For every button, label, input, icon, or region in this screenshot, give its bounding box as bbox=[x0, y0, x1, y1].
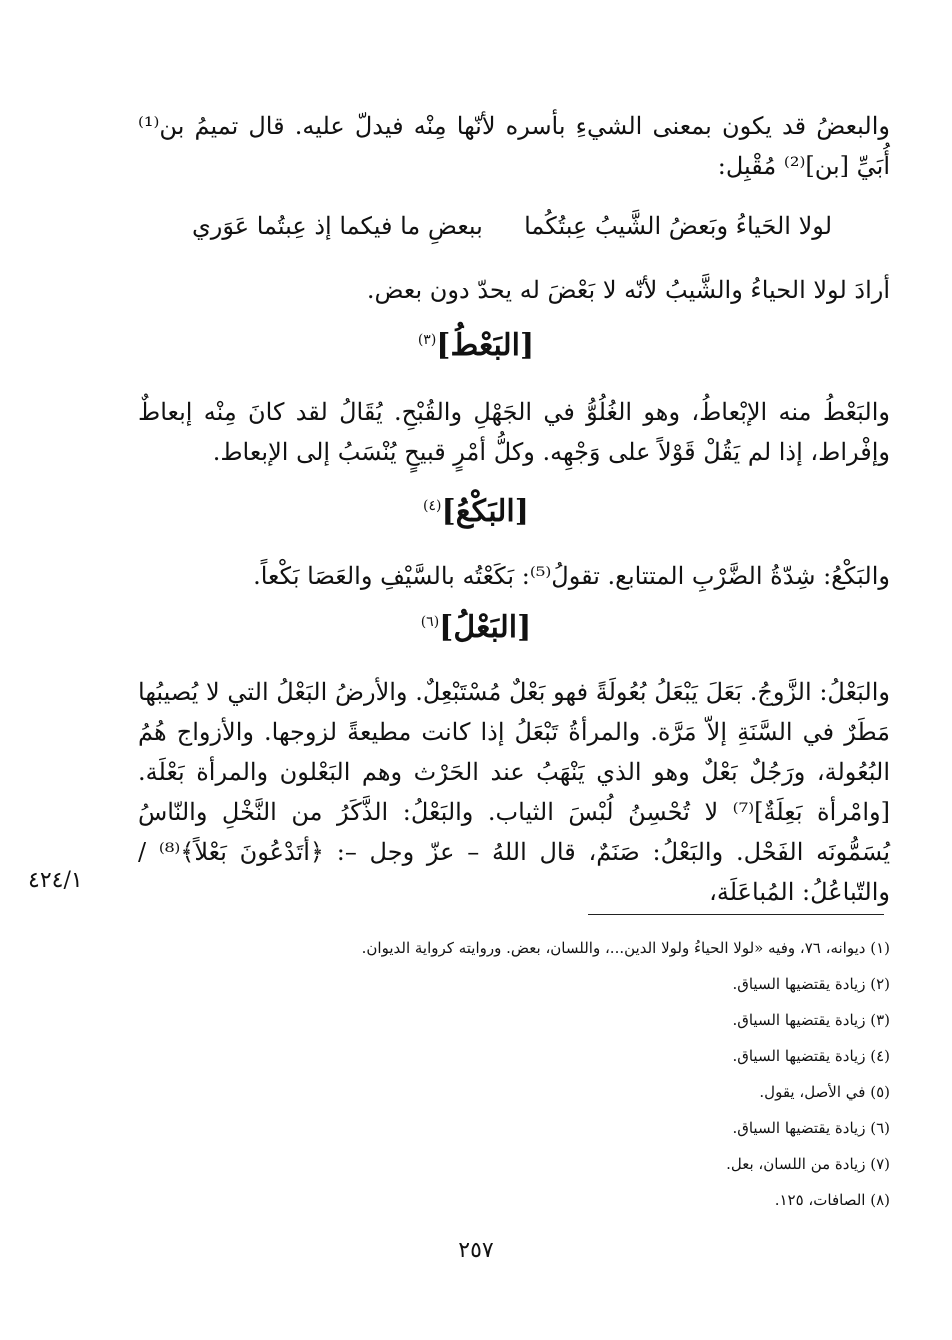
poem-hemistich-left: ببعضِ ما فيكما إذ عِبتُما عَوَري bbox=[192, 212, 483, 240]
footnote-divider bbox=[588, 914, 884, 915]
footnote: (٢) زيادة يقتضيها السياق. bbox=[732, 975, 890, 993]
heading-footnote-ref: (٦) bbox=[420, 614, 440, 630]
footnote: (٨) الصافات، ١٢٥. bbox=[774, 1191, 890, 1209]
section-heading-bak bbox=[0, 494, 952, 529]
heading-footnote-ref: (٣) bbox=[417, 332, 437, 348]
heading-text: [البَكْعُ] bbox=[441, 494, 529, 529]
poem-hemistich-right: لولا الحَياءُ وبَعضُ الشَّيبُ عِبتُكُما bbox=[524, 212, 832, 240]
footnote: (٥) في الأصل، يقول. bbox=[759, 1083, 890, 1101]
section-heading-baal bbox=[0, 610, 952, 645]
footnote: (٤) زيادة يقتضيها السياق. bbox=[732, 1047, 890, 1065]
footnote: (٣) زيادة يقتضيها السياق. bbox=[732, 1011, 890, 1029]
margin-reference: ٤٢٤/١ bbox=[28, 868, 83, 893]
footnote: (٧) زيادة من اللسان، بعل. bbox=[726, 1155, 890, 1173]
section-heading-baat bbox=[0, 328, 952, 363]
paragraph-intro: والبعضُ قد يكون بمعنى الشيءِ بأسره لأنّها مِنْه فيدلّ عليه. قال تميمُ بن⁽¹⁾ أُبَيِّ [بن]⁽²⁾ مُقْبِل: bbox=[138, 112, 890, 180]
paragraph-baal: والبَعْلُ: الزَّوجُ. بَعَلَ يَبْعَلُ بُعُولَةً فهو بَعْلٌ مُسْتَبْعِلٌ. والأرضُ البَعْلُ التي لا يُصيبُها مَطَرٌ في السَّنَةِ إلاّ مَرَّة. والمرأةُ تَبْعَلُ إذا كانت مطيعةً لزوجها. والأزواج هُمُ البُعُولة، ورَجُلٌ بَعْلٌ وهو الذي يَنْهَبُ عند الحَرْث وهم البَعْلون والمرأة بَعْلَة. [وامْرأة بَعِلَةٌ]⁽⁷⁾ لا تُحْسِنُ لُبْسَ الثياب. والبَعْلُ: الذَّكَرُ من النَّخْلِ والنّاسُ يُسَمُّونَه الفَحْل. والبَعْلُ: صَنَمٌ، قال اللهُ – عزّ وجل –: ﴿أتَدْعُونَ بَعْلاً﴾⁽⁸⁾ / والتّباعُلُ: المُباعَلَة، bbox=[138, 678, 891, 906]
paragraph-bak: والبَكْعُ: شِدّةُ الضَّرْبِ المتتابع. تقولُ⁽⁵⁾: بَكَعْتُه بالسَّيْفِ والعَصَا بَكْعاً. bbox=[253, 562, 890, 590]
paragraph-explanation: أرادَ لولا الحياءُ والشَّيبُ لأنّه لا بَعْضَ له يحدّ دون بعض. bbox=[366, 276, 890, 304]
heading-text: [البَعْطُ] bbox=[436, 328, 535, 363]
footnotes-list bbox=[240, 930, 890, 1218]
heading-text: [البَعْلُ] bbox=[439, 610, 532, 645]
page-number: ٢٥٧ bbox=[458, 1238, 494, 1263]
footnote: (١) ديوانه، ٧٦، وفيه «لولا الحياءُ ولولا الدين...، واللسان، بعض. وروايته كرواية الديوان. bbox=[361, 939, 890, 957]
heading-footnote-ref: (٤) bbox=[423, 498, 442, 514]
paragraph-baat: والبَعْطُ منه الإبْعاطُ، وهو الغُلُوُّ في الجَهْلِ والقُبْحِ. يُقَالُ لقد كانَ مِنْه إبعاطٌ وإفْراط، إذا لم يَقُلْ قَوْلاً على وَجْهِه. وكلُّ أمْرٍ قبيحٍ يُنْسَبُ إلى الإبعاط. bbox=[138, 398, 890, 466]
footnote: (٦) زيادة يقتضيها السياق. bbox=[732, 1119, 890, 1137]
poem-verse bbox=[192, 212, 832, 240]
